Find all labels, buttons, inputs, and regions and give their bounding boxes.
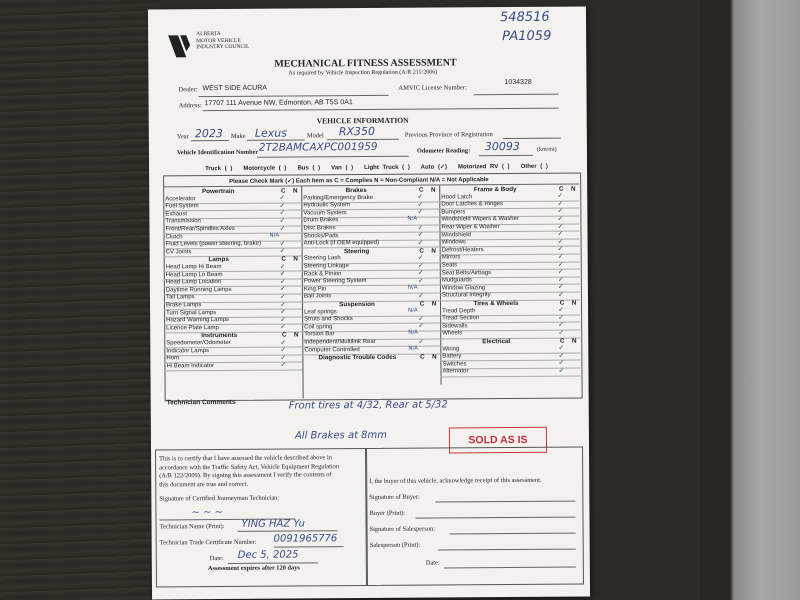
checkmark-na: N/A [408, 345, 419, 352]
checklist-item: Structural Integrity [441, 292, 491, 299]
checklist-item: Exhaust [165, 211, 188, 218]
checklist-item: Wiring [442, 345, 460, 353]
checkmark: ✓ [558, 313, 565, 322]
col-header-n: N [571, 337, 577, 345]
checkmark: ✓ [280, 322, 287, 331]
checklist-item: Torsion Bar [304, 331, 335, 338]
checklist-item: Steering Linkage [303, 263, 349, 270]
col-header-c: C [281, 331, 287, 339]
checkmark: ✓ [279, 246, 286, 255]
checklist-item: Head Lamp Lo Beam [165, 271, 223, 279]
col-header-c: C [419, 300, 425, 308]
section-title-electrical: Electrical [482, 338, 511, 346]
checkmark: ✓ [557, 275, 564, 284]
checklist-item: Windshield Wipers & Washer [441, 216, 519, 223]
checkmark: ✓ [279, 300, 286, 309]
col-header-n: N [293, 255, 298, 263]
checkmark: ✓ [557, 290, 564, 299]
org-name: ALBERTA MOTOR VEHICLE INDUSTRY COUNCIL [196, 31, 250, 51]
checkmark: ✓ [417, 223, 424, 232]
checkmark: ✓ [417, 253, 424, 262]
checkmark: ✓ [557, 229, 564, 238]
col-header-c: C [281, 255, 286, 264]
amvic-value: 1034328 [504, 78, 532, 87]
checkmark-na: N/A [408, 330, 418, 337]
checkmark: ✓ [558, 320, 565, 329]
col-header-n: N [570, 185, 576, 193]
checklist-item: Disc Brakes [303, 225, 336, 232]
checkmark: ✓ [279, 277, 286, 286]
checkmark: ✓ [558, 343, 565, 352]
checklist-item: Seats [441, 262, 458, 269]
checklist-item: Computer Controlled [304, 346, 360, 354]
model-label: Model [306, 132, 324, 140]
checklist-item: Rear Wiper & Washer [441, 224, 500, 231]
checkmark: ✓ [417, 200, 424, 209]
col-header-n: N [431, 247, 436, 255]
tech-date-value: Dec 5, 2025 [237, 549, 299, 561]
checklist-item: Turn Signal Lamps [166, 309, 217, 317]
checklist-item: Defrost/Heaters [441, 246, 484, 254]
checkmark: ✓ [279, 239, 286, 248]
checklist-item: Brake Lamps [165, 302, 202, 309]
form-subtitle: As required by Vehicle Inspection Regulation (A/R 211/2006) [288, 69, 438, 77]
checklist-item: Struts and Shocks [304, 316, 353, 323]
checklist-item: Door Latches & Hinges [441, 201, 504, 208]
checklist-item: Seat Belts/Airbags [441, 269, 492, 277]
checkmark: ✓ [279, 201, 286, 210]
col-header-n: N [430, 186, 436, 194]
checklist-item: Mudguards [441, 277, 472, 284]
expiry-note: Assessment expires after 120 days [207, 564, 300, 573]
checklist-item: Transmission [165, 218, 201, 225]
checklist-item: Independent/Multilink Rear [304, 338, 376, 346]
checklist-item: Licence Plate Lamp [166, 324, 219, 332]
make-value: Lexus [254, 126, 287, 140]
certify-text: This is to certify that I have assessed the vehicle described above in accordance with the Traffic Safety Act, Vehicle Equipment Regulation (A/R 122/2009). By signing this assessment I verify the contents of this document are true and correct. [159, 454, 340, 488]
year-label: Year [176, 133, 189, 141]
col-header-n: N [571, 299, 577, 307]
technician-signature: ~ ~ ~ [191, 507, 223, 519]
section-title-diagnostic: Diagnostic Trouble Codes [318, 353, 397, 362]
comment-line-2: All Brakes at 8mm [294, 429, 388, 442]
checkmark: ✓ [417, 268, 424, 277]
checklist-item: Hi Beam Indicator [166, 362, 215, 370]
checklist-item: King Pin [303, 286, 327, 293]
address-label: Address: [178, 102, 202, 110]
checkmark: ✓ [557, 214, 564, 223]
col-header-n: N [292, 187, 298, 195]
desk-edge [700, 0, 800, 600]
technician-name-label: Technician Name (Print): [159, 523, 225, 531]
certificate-label: Technician Trade Certificate Number: [159, 538, 257, 547]
make-label: Make [230, 132, 246, 140]
checkmark: ✓ [280, 338, 287, 347]
prev-province-label: Previous Province of Registration [404, 131, 493, 139]
checkmark: ✓ [557, 199, 564, 208]
checklist-item: Hood Latch [441, 193, 472, 201]
col-header-c: C [559, 337, 565, 345]
checkmark: ✓ [418, 314, 425, 323]
technician-signature-label: Signature of Certified Journeyman Technician: [159, 494, 280, 503]
checkmark: ✓ [558, 358, 565, 367]
checklist-item: Leaf springs [304, 308, 337, 316]
checkmark: ✓ [279, 284, 286, 293]
checkmark: ✓ [279, 224, 286, 233]
checklist-item: CV Joints [165, 249, 192, 256]
checkmark: ✓ [280, 315, 287, 324]
vehicle-type-row: Truck ( ) Motorcycle ( ) Bus ( ) Van ( ) Light Truck ( ) Auto (✓) Motorized RV ( ) Other ( ) [205, 163, 548, 173]
technician-comments-label: Technician Comments [166, 398, 236, 407]
checklist-item: Tread Section [442, 315, 480, 322]
section-title-brakes: Brakes [345, 187, 367, 195]
checkmark: ✓ [417, 192, 424, 201]
amvic-logo-icon [166, 31, 194, 59]
checklist-item: Switches [442, 361, 467, 368]
buyer-print-label: Buyer (Print): [369, 509, 406, 518]
checkmark: ✓ [558, 366, 565, 375]
checkmark: ✓ [279, 208, 286, 217]
checklist-item: Front/Rear/Spindles Axles [165, 225, 235, 233]
checklist-item: Vacuum System [303, 209, 347, 217]
col-header-n: N [432, 353, 437, 361]
checklist-item: Hazard Warning Lamps [166, 317, 229, 324]
checklist-item: Fuel System [165, 203, 199, 210]
checkmark: ✓ [558, 351, 565, 360]
section-title-tires: Tires & Wheels [473, 299, 519, 308]
checkmark: ✓ [280, 360, 287, 369]
dealer-value: WEST SIDE ACURA [202, 84, 267, 93]
section-title-suspension: Suspension [339, 300, 375, 309]
checklist-item: Shocks/Pads [303, 232, 339, 240]
checkmark-na: N/A [269, 232, 280, 239]
stock-number: 548516 [499, 9, 550, 26]
checkmark: ✓ [557, 237, 564, 246]
col-header-c: C [419, 247, 424, 255]
dealer-label: Dealer: [178, 86, 198, 94]
section-title-lamps: Lamps [208, 256, 229, 264]
checkmark: ✓ [279, 193, 286, 202]
checklist-item: Clutch [165, 233, 183, 241]
buyer-ack-text: I, the buyer of this vehicle, acknowledge receipt of this assessment. [369, 476, 542, 486]
checklist-item: Alternator [442, 368, 469, 375]
odometer-unit: (km/mi) [536, 146, 557, 153]
checklist-item: Tail Lamps [165, 294, 195, 301]
checkmark: ✓ [279, 262, 286, 271]
sold-as-is-stamp: SOLD AS IS [449, 427, 547, 454]
checkmark: ✓ [279, 216, 286, 225]
checklist-item: Mirrors [441, 254, 461, 261]
vin-label: Vehicle Identification Number [176, 148, 259, 157]
checklist-item: Steering Lash [303, 255, 341, 262]
checkmark: ✓ [417, 261, 424, 270]
model-value: RX350 [338, 124, 376, 139]
checkmark: ✓ [558, 328, 565, 337]
checkmark: ✓ [279, 269, 286, 278]
checkmark: ✓ [557, 267, 564, 276]
col-header-n: N [293, 331, 299, 339]
checkmark: ✓ [417, 276, 424, 285]
checklist-item: Sidewalls [442, 323, 468, 330]
checklist-item: Coil spring [304, 324, 333, 331]
checklist-item: Ball Joints [303, 293, 332, 300]
checklist-item: Parking/Emergency Brake [303, 194, 373, 202]
certificate-value: 0091965776 [273, 533, 338, 545]
section-title-instruments: Instruments [201, 332, 238, 340]
checkmark: ✓ [280, 353, 287, 362]
checkmark-na: N/A [408, 307, 418, 314]
reference-number: PA1059 [502, 28, 552, 45]
checkmark: ✓ [557, 282, 564, 291]
checkmark: ✓ [557, 206, 564, 215]
amvic-label: AMVIC License Number: [398, 84, 467, 92]
desk-surface [0, 0, 160, 600]
section-title-powertrain: Powertrain [201, 187, 235, 196]
checkmark: ✓ [280, 345, 287, 354]
section-title-frame: Frame & Body [473, 185, 517, 194]
technician-name-value: YING HAZ Yu [241, 518, 305, 530]
col-header-c: C [558, 185, 564, 193]
salesperson-signature-label: Signature of Salesperson: [369, 525, 435, 534]
assessment-form [148, 6, 590, 599]
vin-value: 2T2BAMCAXPC001959 [258, 140, 378, 154]
col-header-n: N [431, 300, 437, 308]
checkmark: ✓ [557, 222, 564, 231]
checkmark: ✓ [417, 230, 424, 239]
checklist-item: Hydraulic System [303, 202, 351, 209]
checkmark: ✓ [417, 238, 424, 247]
checklist-item: Tread Depth [442, 307, 476, 315]
col-header-c: C [420, 353, 425, 361]
checklist-item: Fluid Levels (power steering, brake) [165, 240, 261, 248]
checkmark: ✓ [417, 291, 424, 300]
checkmark: ✓ [279, 292, 286, 301]
tech-date-label: Date: [209, 555, 224, 563]
comment-line-1: Front tires at 4/32, Rear at 5/32 [288, 399, 448, 412]
checkmark: ✓ [418, 337, 425, 346]
legend: Please Check Mark (✓) Each Item as C = Complies N = Non-Compliant N/A = Not Applicable [229, 177, 489, 185]
checklist-item: Rack & Pinion [303, 270, 342, 278]
section-title-steering: Steering [344, 247, 370, 255]
checkmark: ✓ [280, 307, 286, 316]
checkmark: ✓ [557, 252, 564, 261]
checklist-item: Anti-Lock (if OEM equipped) [303, 240, 379, 247]
odometer-value: 30093 [484, 139, 520, 154]
col-header-c: C [280, 187, 286, 195]
checklist-item: Horn [166, 355, 180, 362]
checkmark-na: N/A [407, 284, 418, 291]
checkmark: ✓ [558, 305, 564, 314]
checklist-item: Accelerator [165, 195, 196, 203]
checklist-item: Windows [441, 239, 466, 246]
checkmark: ✓ [557, 244, 564, 253]
vehicle-info-title: VEHICLE INFORMATION [316, 115, 409, 126]
address-value: 17707 111 Avenue NW, Edmonton, AB T5S 0A1 [204, 99, 353, 108]
checklist-item: Head Lamp Hi Beam [165, 264, 222, 271]
checklist-item: Power Steering System [303, 278, 367, 285]
buyer-date-label: Date: [425, 559, 440, 567]
checkmark: ✓ [417, 207, 424, 216]
checklist-item: Wheels [442, 330, 463, 337]
checklist-item: Daytime Running Lamps [165, 286, 232, 294]
checklist-item: Head Lamp Location [165, 279, 222, 286]
salesperson-print-label: Salesperson (Print): [369, 541, 421, 550]
checklist-item: Battery [442, 353, 462, 360]
checklist-item: Bumpers [441, 209, 466, 216]
checklist-item: Windshield [441, 231, 471, 239]
checklist-item: Indicator Lamps [166, 347, 210, 355]
checkmark: ✓ [557, 260, 564, 269]
form-title: MECHANICAL FITNESS ASSESSMENT [274, 57, 457, 70]
col-header-c: C [418, 186, 424, 194]
col-header-c: C [559, 299, 565, 307]
checklist-item: Window Glazing [441, 284, 486, 292]
year-value: 2023 [194, 127, 223, 141]
checkmark-na: N/A [407, 216, 418, 223]
buyer-signature-label: Signature of Buyer: [369, 493, 420, 502]
odometer-label: Odometer Reading: [416, 147, 471, 155]
checklist-item: Drum Brakes [303, 217, 339, 224]
checklist-item: Speedometer/Odometer [166, 339, 231, 347]
checkmark: ✓ [418, 321, 425, 330]
checkmark: ✓ [557, 191, 564, 200]
